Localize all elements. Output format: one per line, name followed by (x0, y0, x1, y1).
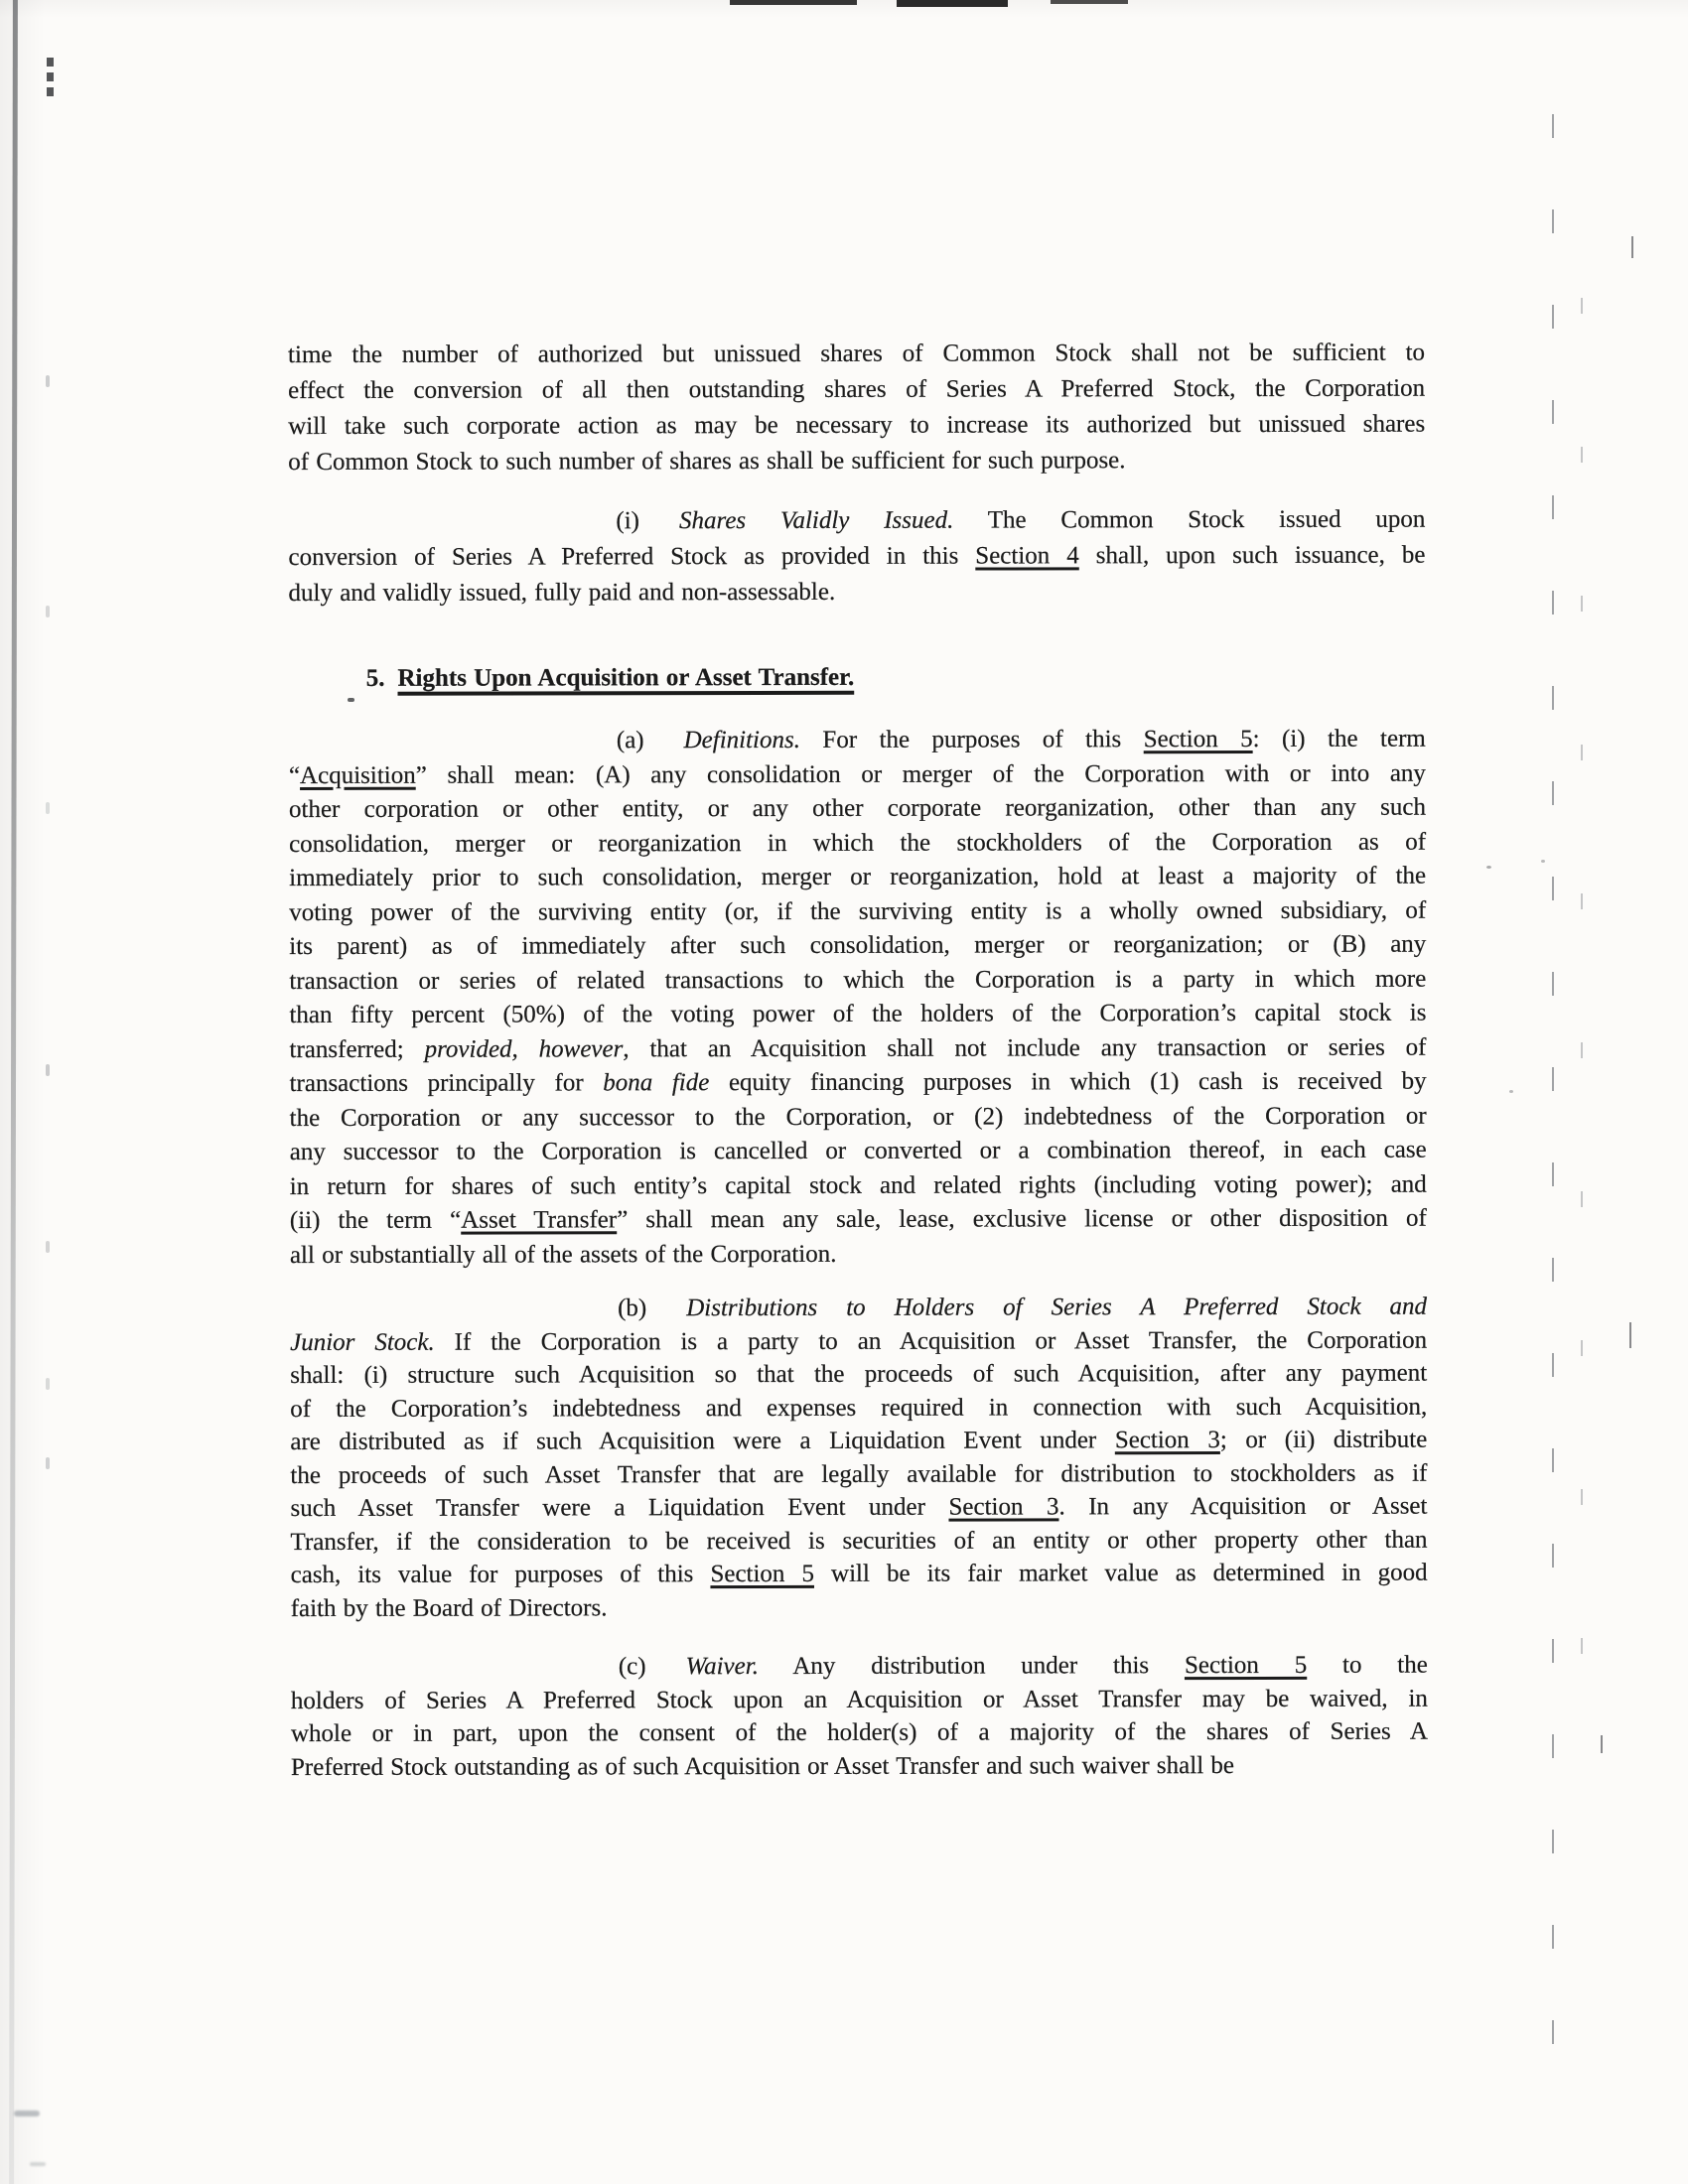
scan-artifact-margin-tick-5 (46, 1241, 50, 1253)
scan-artifact-top-edge-streak-3 (1051, 0, 1128, 4)
text-line: transaction or series of related transactions to which the Corporation is a party in which more (289, 965, 1427, 995)
text-line: (a) Definitions. For the purposes of this Section 5: (i) the term (616, 725, 1426, 754)
scan-artifact-margin-tick-7 (46, 1457, 50, 1469)
text-line: the Corporation or any successor to the Corporation, or (2) indebtedness of the Corporation or (289, 1102, 1427, 1132)
text-line: Transfer, if the consideration to be received is securities of an entity or other property other than (290, 1526, 1428, 1556)
text-line: “Acquisition” shall mean: (A) any consolidation or merger of the Corporation with or into any (288, 759, 1426, 789)
paragraph-conversion-sufficiency (288, 336, 1425, 480)
scan-artifact-right-dash-3 (1601, 1735, 1603, 1753)
scan-artifact-top-edge-streak-1 (730, 0, 857, 5)
scan-artifact-margin-tick-6 (46, 1378, 50, 1390)
scan-artifact-speck-3 (1509, 1090, 1513, 1093)
text-line: the proceeds of such Asset Transfer that are legally available for distribution to stockholders as if (290, 1459, 1428, 1489)
paragraph-waiver (291, 1649, 1428, 1784)
text-line: faith by the Board of Directors. (290, 1593, 608, 1622)
scan-artifact-margin-tick-3 (46, 802, 50, 814)
text-line: transactions principally for bona fide equity financing purposes in which (1) cash is received by (289, 1067, 1427, 1097)
text-line: holders of Series A Preferred Stock upon an Acquisition or Asset Transfer may be waived, in (290, 1685, 1428, 1714)
text-line: (b) Distributions to Holders of Series A Preferred Stock and (618, 1293, 1428, 1322)
text-line: consolidation, merger or reorganization in which the stockholders of the Corporation as of (289, 828, 1427, 858)
text-line: (c) Waiver. Any distribution under this Section 5 to the (618, 1651, 1428, 1681)
paragraph-definitions (289, 723, 1427, 1273)
text-line: its parent) as of immediately after such consolidation, merger or reorganization; or (B) any (289, 930, 1427, 960)
scan-artifact-top-edge-streak-2 (897, 0, 1008, 7)
text-line: duly and validly issued, fully paid and non-assessable. (288, 578, 836, 607)
text-line: any successor to the Corporation is cancelled or converted or a combination thereof, in each case (289, 1136, 1427, 1165)
scan-artifact-right-dash-1 (1631, 236, 1633, 258)
document-text (288, 336, 1428, 1784)
text-line: 5. Rights Upon Acquisition or Asset Transfer. (365, 663, 855, 692)
scan-artifact-bottom-left-smudge-2 (30, 2162, 46, 2166)
text-line: than fifty percent (50%) of the voting power of the holders of the Corporation’s capital stock is (289, 999, 1427, 1028)
text-line: transferred; provided, however, that an Acquisition shall not include any transaction or series of (289, 1033, 1427, 1063)
scan-artifact-speck-1 (1486, 866, 1491, 869)
paragraph-distributions (290, 1291, 1428, 1625)
scan-artifact-top-left-dashes (47, 58, 54, 97)
text-line: whole or in part, upon the consent of the holder(s) of a majority of the shares of Series A (290, 1717, 1428, 1747)
text-line: (ii) the term “Asset Transfer” shall mean any sale, lease, exclusive license or other disposition of (289, 1204, 1427, 1234)
scan-artifact-right-dotted-line-2 (1581, 298, 1583, 1787)
text-line: all or substantially all of the assets of the Corporation. (289, 1240, 837, 1269)
scan-artifact-left-edge-line (9, 0, 18, 2184)
scan-artifact-margin-tick-2 (46, 606, 50, 617)
text-line: are distributed as if such Acquisition were a Liquidation Event under Section 3; or (ii) distribute (290, 1426, 1428, 1455)
text-line: Preferred Stock outstanding as of such Acquisition or Asset Transfer and such waiver shall be (290, 1751, 1234, 1781)
text-line: in return for shares of such entity’s capital stock and related rights (including voting power); and (289, 1170, 1427, 1200)
text-line: other corporation or other entity, or any other corporate reorganization, other than any such (288, 793, 1427, 823)
text-line: immediately prior to such consolidation, merger or reorganization, hold at least a majority of the (289, 862, 1427, 891)
text-line: voting power of the surviving entity (or, if the surviving entity is a wholly owned subsidiary, of (289, 896, 1427, 926)
text-line: Junior Stock. If the Corporation is a party to an Acquisition or Asset Transfer, the Corporation (290, 1326, 1428, 1356)
paragraph-shares-validly-issued (288, 502, 1425, 612)
scan-artifact-margin-tick-1 (46, 375, 50, 387)
text-line: of Common Stock to such number of shares as shall be sufficient for such purpose. (288, 447, 1126, 476)
scan-artifact-right-dash-2 (1629, 1322, 1631, 1348)
scan-artifact-margin-tick-4 (46, 1064, 50, 1076)
scan-artifact-bottom-left-smudge-1 (14, 2111, 40, 2116)
text-line: time the number of authorized but unissued shares of Common Stock shall not be sufficient to (288, 339, 1426, 368)
scan-artifact-speck-2 (1541, 860, 1545, 863)
text-line: of the Corporation’s indebtedness and expenses required in connection with such Acquisition, (290, 1393, 1428, 1423)
text-line: (i) Shares Validly Issued. The Common Stock issued upon (616, 505, 1426, 535)
section-5-heading (289, 655, 1426, 701)
text-line: will take such corporate action as may be necessary to increase its authorized but unissued shares (288, 410, 1426, 440)
text-line: shall: (i) structure such Acquisition so that the proceeds of such Acquisition, after any payment (290, 1359, 1428, 1389)
text-line: such Asset Transfer were a Liquidation Event under Section 3. In any Acquisition or Asset (290, 1492, 1428, 1522)
scan-artifact-right-dotted-line-1 (1552, 114, 1554, 2065)
text-line: cash, its value for purposes of this Section 5 will be its fair market value as determined in good (290, 1559, 1428, 1588)
text-line: effect the conversion of all then outstanding shares of Series A Preferred Stock, the Corporation (288, 374, 1426, 404)
text-line: conversion of Series A Preferred Stock as provided in this Section 4 shall, upon such issuance, be (288, 541, 1426, 571)
